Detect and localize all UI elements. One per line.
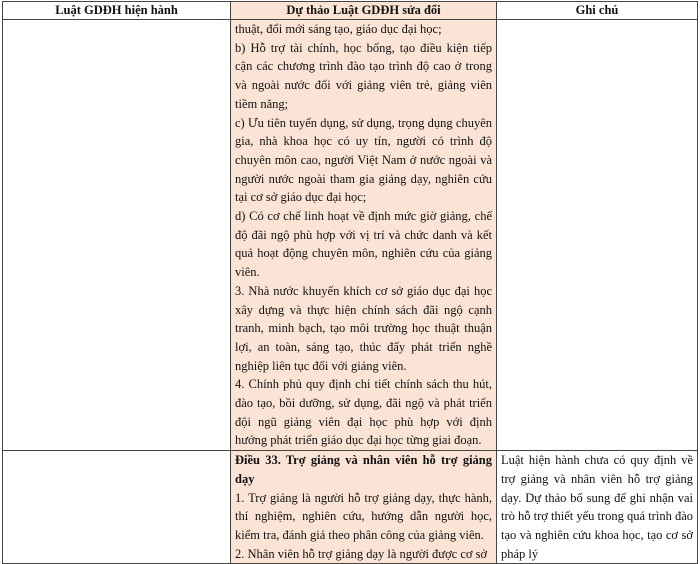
header-row (3, 2, 698, 20)
header-notes: Ghi chú (497, 2, 698, 20)
notes-cell (497, 20, 698, 451)
note-text: Luật hiện hành chưa có quy định về trợ giảng và nhân viên hỗ trợ giảng dạy. Dự thảo bổ sung để ghi nhận vai trò hỗ trợ thiết yếu trong quá trình đào tạo và nghiên cứu khoa học, tạo cơ sở pháp lý (501, 453, 693, 561)
header-draft-law: Dự thảo Luật GDĐH sửa đổi (231, 2, 497, 20)
draft-paragraph: c) Ưu tiên tuyển dụng, sử dụng, trọng dụng chuyên gia, nhà khoa học có uy tín, người có trình độ chuyên môn cao, người Việt Nam ở nước ngoài và người nước ngoài tham gia giảng dạy, nghiên cứu tại cơ sở giáo dục đại học; (235, 115, 492, 205)
draft-law-cell (231, 451, 497, 564)
draft-paragraph: d) Có cơ chế linh hoạt về định mức giờ giảng, chế độ đãi ngộ phù hợp với vị trí và chức danh và kết quả hoạt động chuyên môn, nghiên cứu của giảng viên. (235, 209, 492, 280)
comparison-table (2, 1, 698, 564)
header-current-law: Luật GDĐH hiện hành (3, 2, 231, 20)
article-title: Điều 33. Trợ giảng và nhân viên hỗ trợ giảng dạy (235, 453, 492, 486)
draft-paragraph: 2. Nhân viên hỗ trợ giảng dạy là người được cơ sở (235, 546, 488, 561)
draft-paragraph: 4. Chính phủ quy định chi tiết chính sách thu hút, đào tạo, bồi dưỡng, sử dụng, đãi ngộ và phát triển đội ngũ giảng viên đại học phù hợp với định hướng phát triển giáo dục đại học từng giai đoạn. (235, 377, 492, 448)
notes-cell (497, 451, 698, 564)
draft-law-cell (231, 20, 497, 451)
table-row (3, 20, 698, 451)
table-row (3, 451, 698, 564)
current-law-cell (3, 20, 231, 451)
draft-paragraph: 1. Trợ giảng là người hỗ trợ giảng dạy, thực hành, thí nghiệm, nghiên cứu, hướng dẫn người học, kiểm tra, đánh giá theo phân công của giảng viên. (235, 490, 492, 542)
draft-paragraph: 3. Nhà nước khuyến khích cơ sở giáo dục đại học xây dựng và thực hiện chính sách đãi ngộ cạnh tranh, minh bạch, tạo môi trường học thuật thuận lợi, an toàn, sáng tạo, thúc đẩy phát triển nghề nghiệp liên tục đối với giảng viên. (235, 283, 492, 373)
current-law-cell (3, 451, 231, 564)
draft-paragraph: thuật, đổi mới sáng tạo, giáo dục đại học; (235, 22, 442, 36)
draft-paragraph: b) Hỗ trợ tài chính, học bổng, tạo điều kiện tiếp cận các chương trình đào tạo trình độ cao ở trong và ngoài nước đối với giảng viên trẻ, giảng viên tiềm năng; (235, 40, 492, 111)
